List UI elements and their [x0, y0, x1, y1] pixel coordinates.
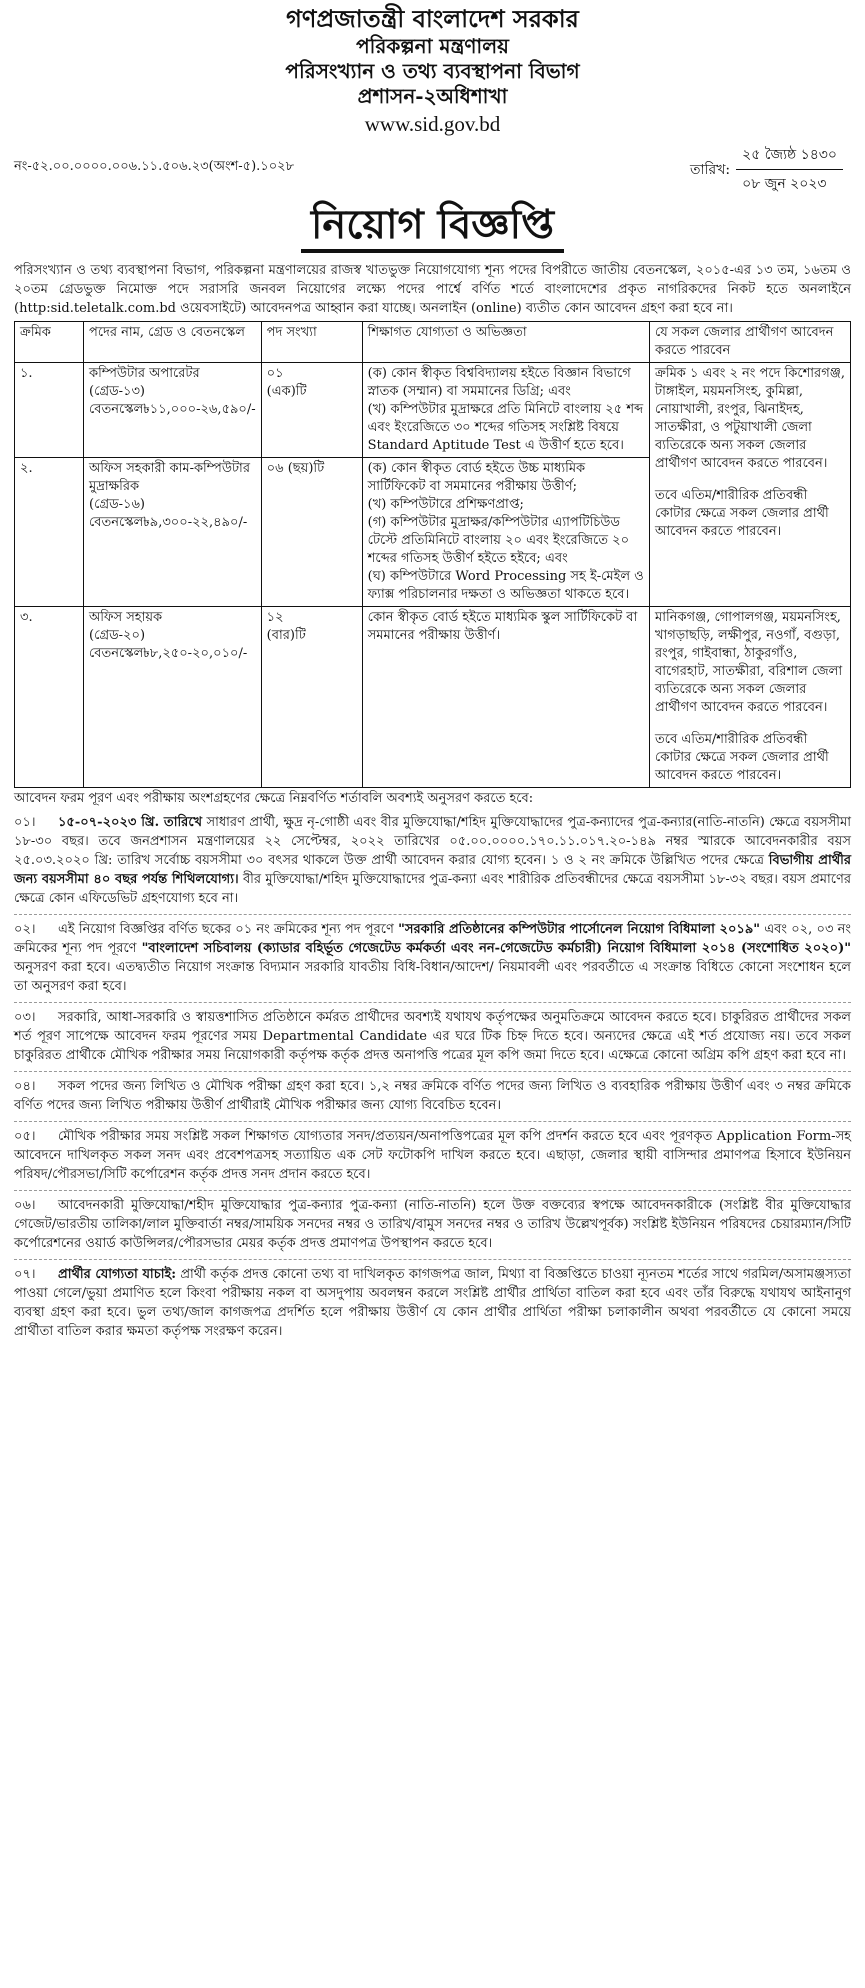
row-qualification: কোন স্বীকৃত বোর্ড হইতে মাধ্যমিক স্কুল সার্টিফিকেট বা সমমানের পরীক্ষায় উত্তীর্ণ। [362, 607, 649, 788]
row-serial: ১. [15, 363, 84, 458]
row-districts: ক্রমিক ১ এবং ২ নং পদে কিশোরগঞ্জ, টাঙ্গাইল, ময়মনসিংহ, কুমিল্লা, নোয়াখালী, রংপুর, ঝিনাইদহ, সাতক্ষীরা, ও পটুয়াখালী জেলা ব্যতিরেকে অন্য সকল জেলার প্রার্থীগণ আবেদন করতে পারবেন। তবে এতিম/শারীরিক প্রতিবন্ধী কোটার ক্ষেত্রে সকল জেলার প্রার্থী আবেদন করতে পারবেন। [650, 363, 851, 607]
date-label: তারিখ: [689, 161, 731, 178]
date-english: ০৮ জুন ২০২৩ [742, 176, 827, 193]
post-scale: বেতনস্কেল৳৮,২৫০-২০,০১০/- [89, 646, 248, 662]
row-post [84, 363, 262, 458]
table-row [15, 363, 851, 458]
conditions-intro: আবেদন ফরম পূরণ এবং পরীক্ষায় অংশগ্রহণের ক্ষেত্রে নিম্নবর্ণিত শর্তাবলি অবশ্যই অনুসরণ করতে হবে: [14, 791, 534, 807]
post-scale: বেতনস্কেল৳৯,৩০০-২২,৪৯০/- [89, 515, 248, 531]
date-block [690, 143, 843, 196]
header-districts: যে সকল জেলার প্রার্থীগণ আবেদন করতে পারবেন [650, 322, 851, 363]
row-qualification: (ক) কোন স্বীকৃত বোর্ড হইতে উচ্চ মাধ্যমিক সার্টিফিকেট বা সমমানের পরীক্ষায় উত্তীর্ণ; (খ) কম্পিউটারে প্রশিক্ষণপ্রাপ্ত; (গ) কম্পিউটার মুদ্রাক্ষর/কম্পিউটার এ্যাপটিচিউড টেস্টে প্রতিমিনিটে বাংলায় ২০ এবং ইংরেজিতে ২০ শব্দের গতিসহ উত্তীর্ণ হইতে হইবে; এবং (ঘ) কম্পিউটারে Word Processing সহ ই-মেইল ও ফ্যাক্স পরিচালনার দক্ষতা ও অভিজ্ঞতা থাকতে হবে। [362, 458, 649, 607]
row-count: ১২ (বার)টি [261, 607, 362, 788]
condition-item: ০৫। মৌখিক পরীক্ষার সময় সংশ্লিষ্ট সকল শিক্ষাগত যোগ্যতার সনদ/প্রত্যয়ন/অনাপত্তিপত্রের মূল কপি প্রদর্শন করতে হবে এবং পূরণকৃত Application Form-সহ আবেদনে দাখিলকৃত সকল সনদ এবং প্রবেশপত্রসহ সত্যায়িত এক সেট ফটোকপি দাখিল করতে হবে। এছাড়া, জেলার স্থায়ী বাসিন্দার প্রমাণপত্র হিসাবে ইউনিয়ন পরিষদ/পৌরসভা/সিটি কর্পোরেশন কর্তৃক প্রদত্ত সনদ প্রদান করতে হবে। [14, 1122, 851, 1191]
table-row [15, 607, 851, 788]
header-count: পদ সংখ্যা [261, 322, 362, 363]
website-text: www.sid.gov.bd [364, 112, 501, 136]
government-name: গণপ্রজাতন্ত্রী বাংলাদেশ সরকার [286, 4, 579, 33]
row-count: ০৬ (ছয়)টি [261, 458, 362, 607]
post-scale: বেতনস্কেল৳১১,০০০-২৬,৫৯০/- [89, 402, 256, 418]
row-post [84, 458, 262, 607]
memo-row [14, 141, 851, 199]
conditions-list [14, 808, 851, 1347]
memo-number: নং-৫২.০০.০০০০.০০৬.১১.৫০৬.২৩(অংশ-৫).১০২৮ [14, 159, 295, 175]
condition-item: ০২। এই নিয়োগ বিজ্ঞপ্তির বর্ণিত ছকের ০১ নং ক্রমিকের শূন্য পদ পূরণে "সরকারি প্রতিষ্ঠানের কম্পিউটার পার্সোনেল নিয়োগ বিধিমালা ২০১৯" এবং ০২, ০৩ নং ক্রমিকের শূন্য পদ পূরণে "বাংলাদেশ সচিবালয় (ক্যাডার বহির্ভূত গেজেটেড কর্মকর্তা এবং নন-গেজেটেড কর্মচারী) নিয়োগ বিধিমালা ২০১৪ (সংশোধিত ২০২০)" অনুসরণ করা হবে। এতদ্ব্যতীত নিয়োগ সংক্রান্ত বিদ্যমান সরকারি যাবতীয় বিধি-বিধান/আদেশ/ নিয়মাবলী এবং পরবর্তীতে এ সংক্রান্ত বিধিতে কোনো সংশোধন হলে তা অনুসরণ করা হবে। [14, 915, 851, 1003]
header-serial: ক্রমিক [15, 322, 84, 363]
division-name: পরিসংখ্যান ও তথ্য ব্যবস্থাপনা বিভাগ [285, 59, 580, 83]
post-grade: (গ্রেড-১৬) [89, 497, 146, 513]
condition-item: ০১। ১৫-০৭-২০২৩ খ্রি. তারিখে সাধারণ প্রার্থী, ক্ষুদ্র নৃ-গোষ্ঠী এবং বীর মুক্তিযোদ্ধা/শহিদ মুক্তিযোদ্ধাদের পুত্র-কন্যাদের পুত্র-কন্যার(নাতি-নাতনি) ক্ষেত্রে বয়সসীমা ১৮-৩০ বছর। তবে জনপ্রশাসন মন্ত্রণালয়ের ২২ সেপ্টেম্বর, ২০২২ তারিখের ০৫.০০.০০০০.১৭০.১১.০১৭.২০-১৪৯ নম্বর স্মারকে আবেদনকারীর বয়স ২৫.০৩.২০২০ খ্রি: তারিখ সর্বোচ্চ বয়সসীমা ৩০ বৎসর থাকলে উক্ত প্রার্থী আবেদন করার যোগ্য হবেন। ১ ও ২ নং ক্রমিকে উল্লিখিত পদের ক্ষেত্রে বিভাগীয় প্রার্থীর জন্য বয়সসীমা ৪০ বছর পর্যন্ত শিথিলযোগ্য। বীর মুক্তিযোদ্ধা/শহিদ মুক্তিযোদ্ধাদের পুত্র-কন্যা এবং শারীরিক প্রতিবন্ধীদের ক্ষেত্রে বয়সসীমা ১৮-৩২ বছর। বয়স প্রমাণের ক্ষেত্রে কোন এফিডেভিট গ্রহণযোগ্য হবে না। [14, 808, 851, 915]
header-qualification: শিক্ষাগত যোগ্যতা ও অভিজ্ঞতা [362, 322, 649, 363]
posts-table [14, 321, 851, 788]
notice-title: নিয়োগ বিজ্ঞপ্তি [14, 201, 851, 253]
row-post [84, 607, 262, 788]
header-post: পদের নাম, গ্রেড ও বেতনস্কেল [84, 322, 262, 363]
row-serial: ২. [15, 458, 84, 607]
row-serial: ৩. [15, 607, 84, 788]
condition-item: ০৩। সরকারি, আধা-সরকারি ও স্বায়ত্তশাসিত প্রতিষ্ঠানে কর্মরত প্রার্থীদের অবশ্যই যথাযথ কর্তৃপক্ষের অনুমতিক্রমে আবেদন করতে হবে। চাকুরিরত প্রার্থীদের সকল শর্ত পূরণ সাপেক্ষে আবেদন ফরম পূরণের সময় Departmental Candidate এর ঘরে টিক চিহ্ন দিতে হবে। অন্যদের ক্ষেত্রে এই শর্ত প্রযোজ্য নয়। তবে সকল চাকুরিরত প্রার্থীকে মৌখিক পরীক্ষার সময় নিয়োগকারী কর্তৃপক্ষ কর্তৃক প্রদত্ত অনাপত্তি পত্রের মূল কপি জমা দিতে হবে। এক্ষেত্রে কোনো অগ্রিম কপি গ্রহণ করা হবে না। [14, 1003, 851, 1072]
letterhead [14, 4, 851, 137]
post-grade: (গ্রেড-২০) [89, 628, 146, 644]
condition-item: ০৭। প্রার্থীর যোগ্যতা যাচাই: প্রার্থী কর্তৃক প্রদত্ত কোনো তথ্য বা দাখিলকৃত কাগজপত্র জাল, মিথ্যা বা বিজ্ঞপ্তিতে চাওয়া ন্যূনতম শর্তের সাথে গরমিল/অসামঞ্জস্যতা পাওয়া গেলে/ভুয়া প্রমাণিত হলে কিংবা পরীক্ষায় নকল বা অসদুপায় অবলম্বন করলে সংশ্লিষ্ট প্রার্থীর প্রার্থিতা বাতিল করা হবে এবং তাঁর বিরুদ্ধে যথাযথ আইনানুগ ব্যবস্থা গ্রহণ করা হবে। ভুল তথ্য/জাল কাগজপত্র প্রদর্শিত হলে পরীক্ষায় উত্তীর্ণ যে কোন প্রার্থীর প্রার্থিতা পরীক্ষা চলাকালীন অথবা পরবর্তীতে যে কোনো সময়ে প্রার্থীতা বাতিল করার ক্ষমতা কর্তৃপক্ষ সংরক্ষণ করেন। [14, 1267, 851, 1340]
post-name: কম্পিউটার অপারেটর [89, 366, 200, 382]
ministry-name: পরিকল্পনা মন্ত্রণালয় [356, 34, 509, 58]
section-name: প্রশাসন-২অধিশাখা [357, 84, 508, 108]
row-qualification: (ক) কোন স্বীকৃত বিশ্ববিদ্যালয় হইতে বিজ্ঞান বিভাগে স্নাতক (সম্মান) বা সমমানের ডিগ্রি; এবং (খ) কম্পিউটার মুদ্রাক্ষরে প্রতি মিনিটে বাংলায় ২৫ শব্দ এবং ইংরেজিতে ৩০ শব্দের গতিসহ সংশ্লিষ্ট বিষয়ে Standard Aptitude Test এ উত্তীর্ণ হতে হবে। [362, 363, 649, 458]
row-districts: মানিকগঞ্জ, গোপালগঞ্জ, ময়মনসিংহ, খাগড়াছড়ি, লক্ষীপুর, নওগাঁ, বগুড়া, রংপুর, গাইবান্ধা, ঠাকুরগাঁও, বাগেরহাট, সাতক্ষীরা, বরিশাল জেলা ব্যতিরেকে অন্য সকল জেলার প্রার্থীগণ আবেদন করতে পারবেন। তবে এতিম/শারীরিক প্রতিবন্ধী কোটার ক্ষেত্রে সকল জেলার প্রার্থী আবেদন করতে পারবেন। [650, 607, 851, 788]
date-bangla: ২৫ জ্যৈষ্ঠ ১৪৩০ [736, 143, 843, 170]
intro-paragraph: পরিসংখ্যান ও তথ্য ব্যবস্থাপনা বিভাগ, পরিকল্পনা মন্ত্রণালয়ের রাজস্ব খাতভুক্ত নিয়োগযোগ্য শূন্য পদের বিপরীতে জাতীয় বেতনস্কেল, ২০১৫-এর ১৩ তম, ১৬তম ও ২০তম গ্রেডভুক্ত নিমোক্ত পদে সরাসরি জনবল নিয়োগের লক্ষ্যে পদের পার্শ্বে বর্ণিত শর্তে বাংলাদেশের প্রকৃত নাগরিকদের নিকট হতে অনলাইনে (http:sid.teletalk.com.bd ওয়েবসাইটে) আবেদনপত্র আহ্বান করা যাচ্ছে। অনলাইন (online) ব্যতীত কোন আবেদন গ্রহণ করা হবে না। [14, 263, 851, 317]
post-name: অফিস সহকারী কাম-কম্পিউটার মুদ্রাক্ষরিক [89, 461, 250, 495]
post-name: অফিস সহায়ক [89, 610, 163, 626]
condition-item: ০৪। সকল পদের জন্য লিখিত ও মৌখিক পরীক্ষা গ্রহণ করা হবে। ১,২ নম্বর ক্রমিকে বর্ণিত পদের জন্য লিখিত ও ব্যবহারিক পরীক্ষায় উত্তীর্ণ এবং ৩ নম্বর ক্রমিকে বর্ণিত পদের জন্য লিখিত পরীক্ষায় উত্তীর্ণ প্রার্থীরাই মৌখিক পরীক্ষার জন্য যোগ্য বিবেচিত হবেন। [14, 1072, 851, 1122]
row-count: ০১ (এক)টি [261, 363, 362, 458]
post-grade: (গ্রেড-১৩) [89, 384, 146, 400]
condition-item: ০৬। আবেদনকারী মুক্তিযোদ্ধা/শহীদ মুক্তিযোদ্ধার পুত্র-কন্যার পুত্র-কন্যা (নাতি-নাতনি) হলে উক্ত বক্তব্যের স্বপক্ষে আবেদনকারীকে (সংশ্লিষ্ট বীর মুক্তিযোদ্ধার গেজেট/ভারতীয় তালিকা/লাল মুক্তিবার্তা নম্বর/সাময়িক সনদের নম্বর ও তারিখ/বামুস সনদের নম্বর ও তারিখ উল্লেখপূর্বক) সংশ্লিষ্ট ইউনিয়ন পরিষদের চেয়ারম্যান/সিটি কর্পোরেশনের ওয়ার্ড কাউন্সিলর/পৌরসভার মেয়র কর্তৃক প্রদত্ত প্রমাণপত্র উপস্থাপন করতে হবে। [14, 1191, 851, 1260]
table-header-row [15, 322, 851, 363]
